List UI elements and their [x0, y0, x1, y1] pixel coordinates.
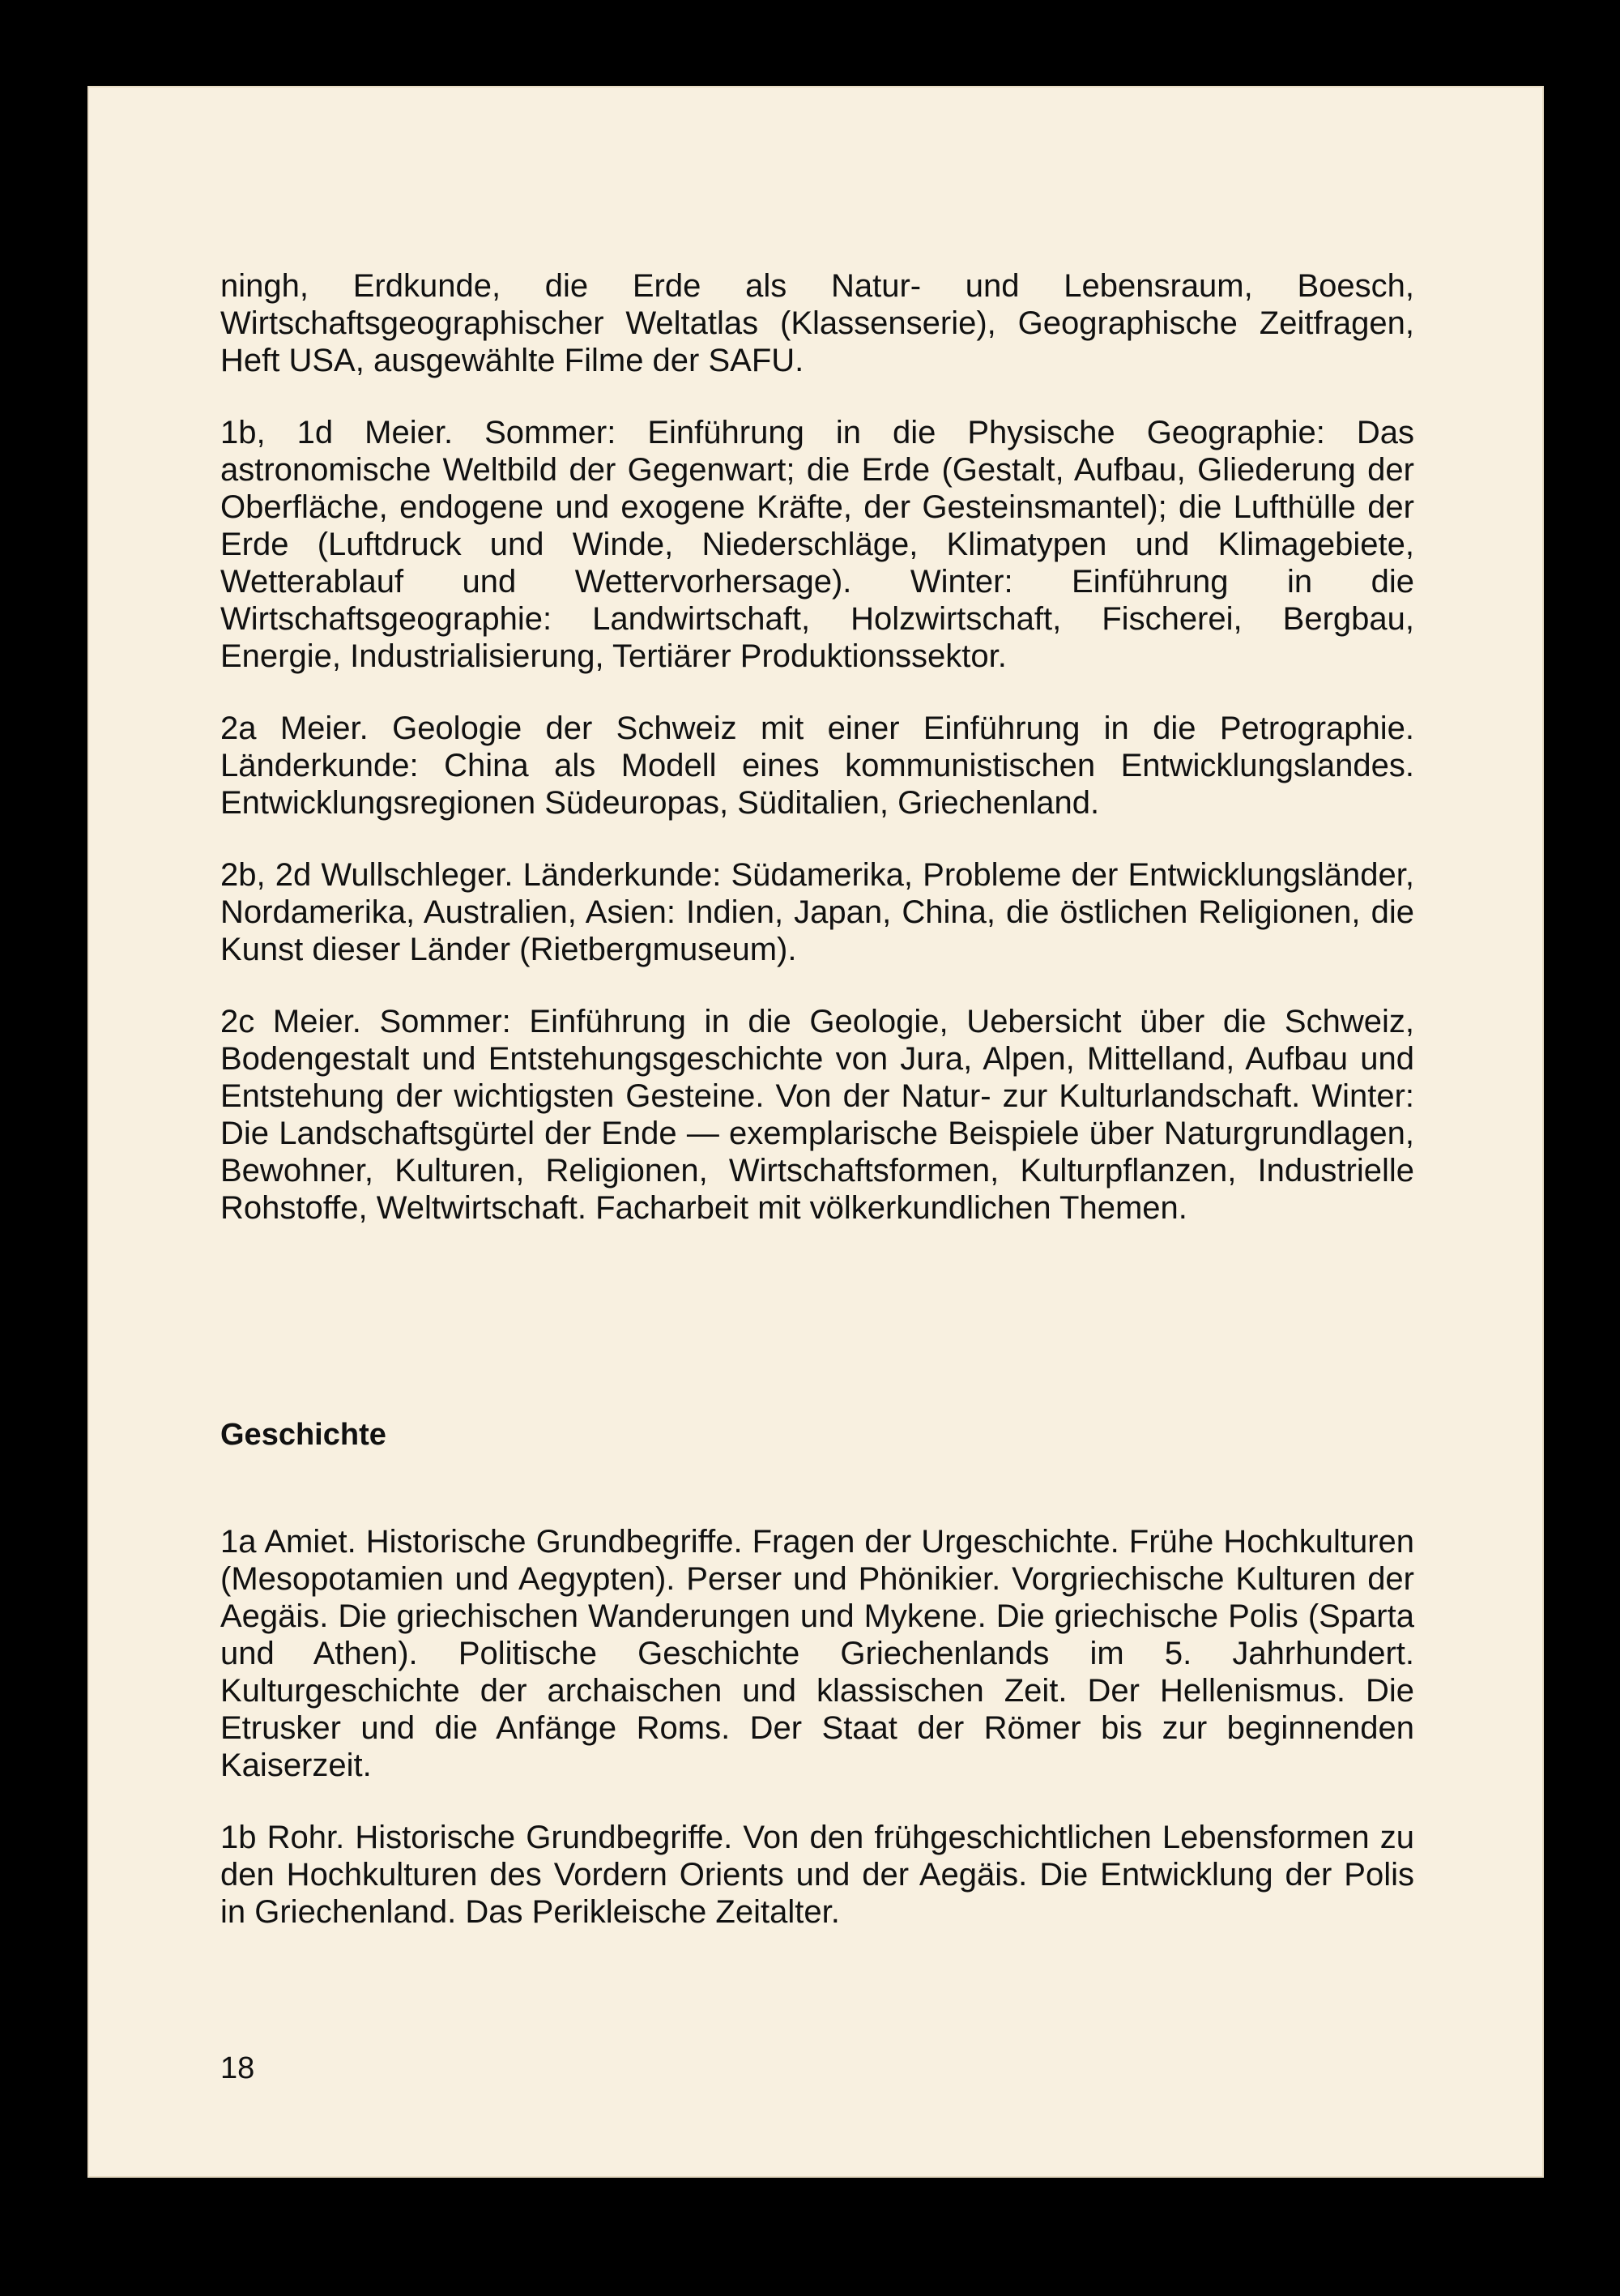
- history-text-block: [220, 1523, 1414, 1965]
- page-number: 18: [220, 2051, 255, 2085]
- geography-text-block: [220, 267, 1414, 1261]
- paragraph-1b-rohr: 1b Rohr. Historische Grundbegriffe. Von den frühgeschichtlichen Lebensformen zu den Hochkulturen des Vordern Orients und der Aegäis. Die Entwicklung der Polis in Griechenland. Das Perikleische Zeitalter.: [220, 1820, 1414, 1930]
- paragraph-continuation: ningh, Erdkunde, die Erde als Natur- und Lebensraum, Boesch, Wirtschaftsgeographischer Weltatlas (Klassenserie), Geographische Zeitfragen, Heft USA, ausgewählte Filme der SAFU.: [220, 268, 1414, 378]
- paragraph-1b-1d-meier: 1b, 1d Meier. Sommer: Einführung in die Physische Geographie: Das astronomische Weltbild der Gegenwart; die Erde (Gestalt, Aufbau, Gliederung der Oberfläche, endogene und exogene Kräfte, der Gesteinsmantel); die Lufthülle der Erde (Luftdruck und Winde, Niederschläge, Klimatypen und Klimagebiete, Wetterablauf und Wettervorhersage). Winter: Einführung in die Wirtschaftsgeographie: Landwirtschaft, Holzwirtschaft, Fischerei, Bergbau, Energie, Industrialisierung, Tertiärer Produktionssektor.: [220, 415, 1414, 674]
- section-heading-geschichte: Geschichte: [220, 1418, 386, 1452]
- document-page: [87, 86, 1544, 2178]
- paragraph-1a-amiet: 1a Amiet. Historische Grundbegriffe. Fragen der Urgeschichte. Frühe Hochkulturen (Mesopotamien und Aegypten). Perser und Phönikier. Vorgriechische Kulturen der Aegäis. Die griechischen Wanderungen und Mykene. Die griechische Polis (Sparta und Athen). Politische Geschichte Griechenlands im 5. Jahrhundert. Kulturgeschichte der archaischen und klassischen Zeit. Der Hellenismus. Die Etrusker und die Anfänge Roms. Der Staat der Römer bis zur beginnenden Kaiserzeit.: [220, 1524, 1414, 1783]
- paragraph-2a-meier: 2a Meier. Geologie der Schweiz mit einer Einführung in die Petrographie. Länderkunde: China als Modell eines kommunistischen Entwicklungslandes. Entwicklungsregionen Südeuropas, Süditalien, Griechenland.: [220, 711, 1414, 821]
- paragraph-2b-2d-wullschleger: 2b, 2d Wullschleger. Länderkunde: Südamerika, Probleme der Entwicklungsländer, Nordamerika, Australien, Asien: Indien, Japan, China, die östlichen Religionen, die Kunst dieser Länder (Rietbergmuseum).: [220, 857, 1414, 967]
- paragraph-2c-meier: 2c Meier. Sommer: Einführung in die Geologie, Uebersicht über die Schweiz, Bodengestalt und Entstehungsgeschichte von Jura, Alpen, Mittelland, Aufbau und Entstehung der wichtigsten Gesteine. Von der Natur- zur Kulturlandschaft. Winter: Die Landschaftsgürtel der Ende — exemplarische Beispiele über Naturgrundlagen, Bewohner, Kulturen, Religionen, Wirtschaftsformen, Kulturpflanzen, Industrielle Rohstoffe, Weltwirtschaft. Facharbeit mit völkerkundlichen Themen.: [220, 1004, 1414, 1226]
